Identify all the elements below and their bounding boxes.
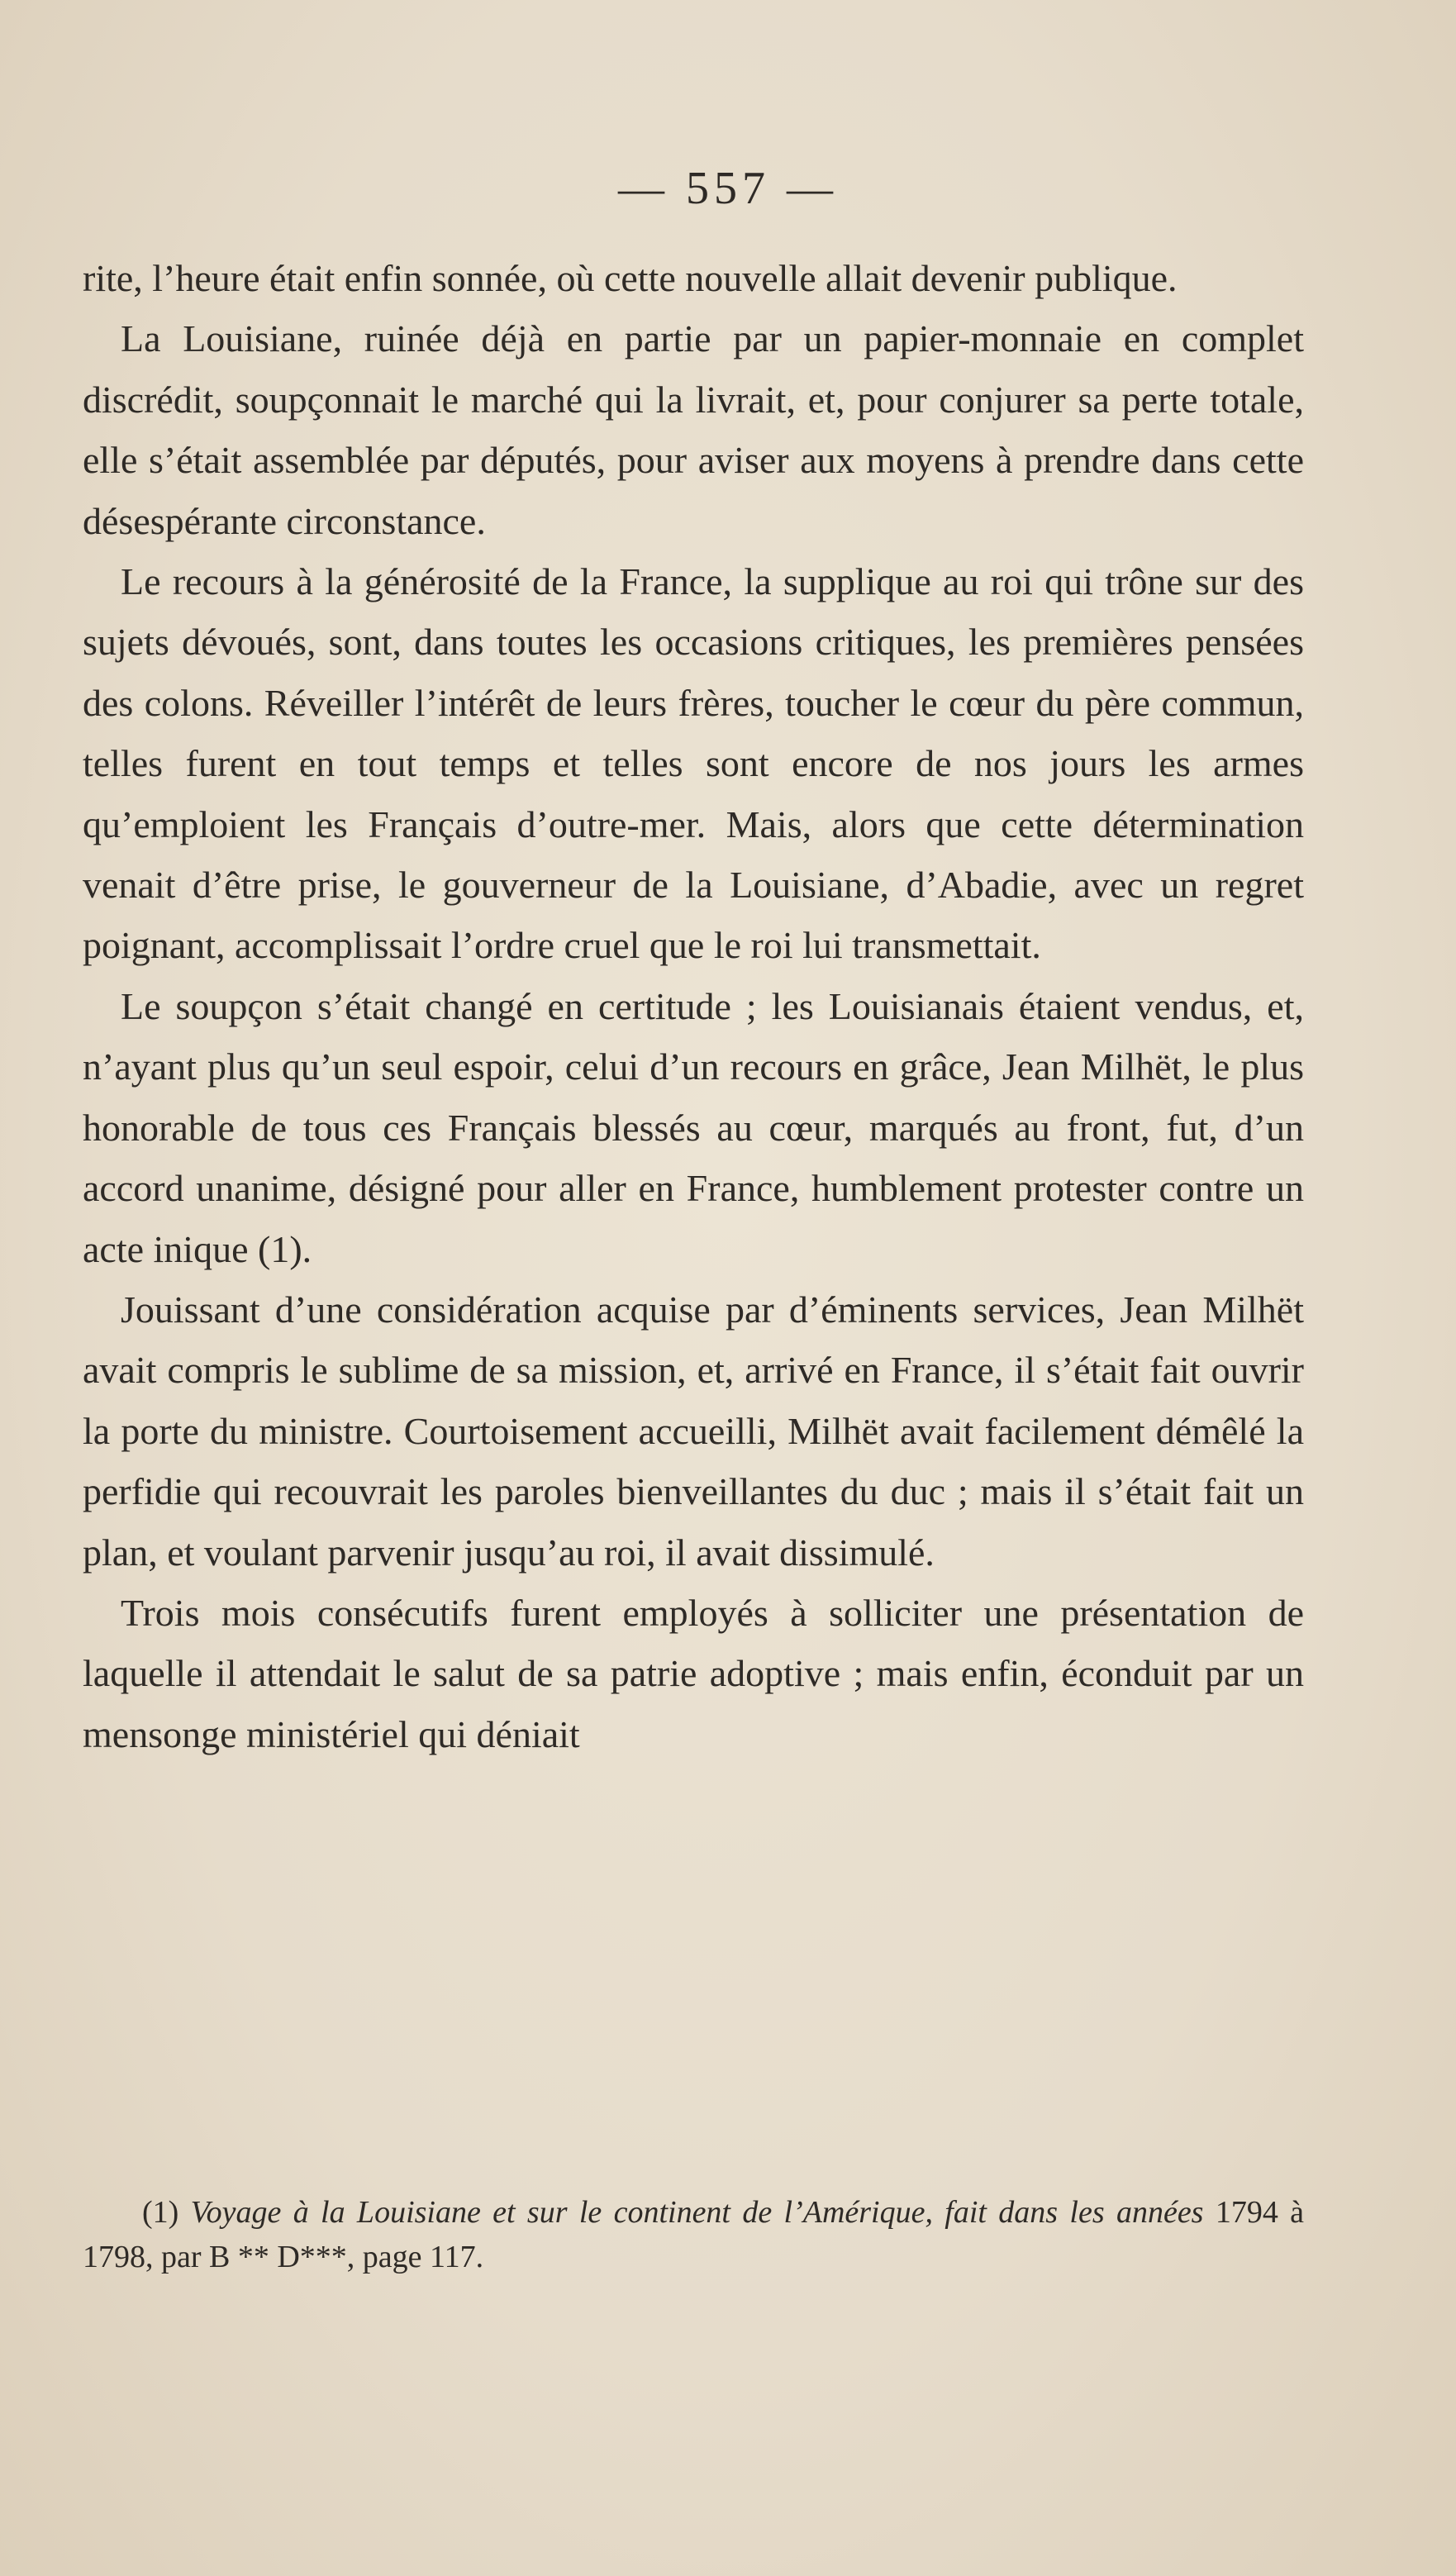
footnote-title: Voyage à la Louisiane et sur le continent de l’Amérique, fait dans les années <box>190 2195 1204 2230</box>
footnote-marker: (1) <box>142 2195 179 2230</box>
paragraph: La Louisiane, ruinée déjà en partie par un papier-monnaie en complet discrédit, soupçonnait le marché qui la livrait, et, pour conjurer sa perte totale, elle s’était assemblée par députés, pour aviser aux moyens à prendre dans cette désespérante circonstance. <box>83 317 1304 542</box>
paragraph: Le soupçon s’était changé en certitude ; les Louisianais étaient vendus, et, n’ayant plus qu’un seul espoir, celui d’un recours en grâce, Jean Milhët, le plus honorable de tous ces Français blessés au cœur, marqués au front, fut, d’un accord unanime, désigné pour aller en France, humblement protester contre un acte inique (1). <box>83 984 1304 1270</box>
paragraph: Jouissant d’une considération acquise par d’éminents services, Jean Milhët avait compris le sublime de sa mission, et, arrivé en France, il s’était fait ouvrir la porte du ministre. Courtoisement accueilli, Milhët avait facilement démêlé la perfidie qui recouvrait les paroles bienveillantes du duc ; mais il s’était fait un plan, et voulant parvenir jusqu’au roi, il avait dissimulé. <box>83 1288 1304 1574</box>
body-text <box>83 248 1304 1764</box>
footnote-details: 1794 à 1798, par B ** D***, page 117. <box>83 2195 1305 2274</box>
paragraph: Trois mois consécutifs furent employés à solliciter une présentation de laquelle il attendait le salut de sa patrie adoptive ; mais enfin, éconduit par un mensonge ministériel qui déniait <box>83 1591 1304 1755</box>
footnote <box>83 2190 1304 2279</box>
paragraph-continued: rite, l’heure était enfin sonnée, où cette nouvelle allait devenir publique. <box>83 257 1178 299</box>
paragraph: Le recours à la générosité de la France, la supplique au roi qui trône sur des sujets dévoués, sont, dans toutes les occasions critiques, les premières pensées des colons. Réveiller l’intérêt de leurs frères, toucher le cœur du père commun, telles furent en tout temps et telles sont encore de nos jours les armes qu’emploient les Français d’outre-mer. Mais, alors que cette détermination venait d’être prise, le gouverneur de la Louisiane, d’Abadie, avec un regret poignant, accomplissait l’ordre cruel que le roi lui transmettait. <box>83 560 1304 967</box>
page-number: — 557 — <box>618 163 838 214</box>
